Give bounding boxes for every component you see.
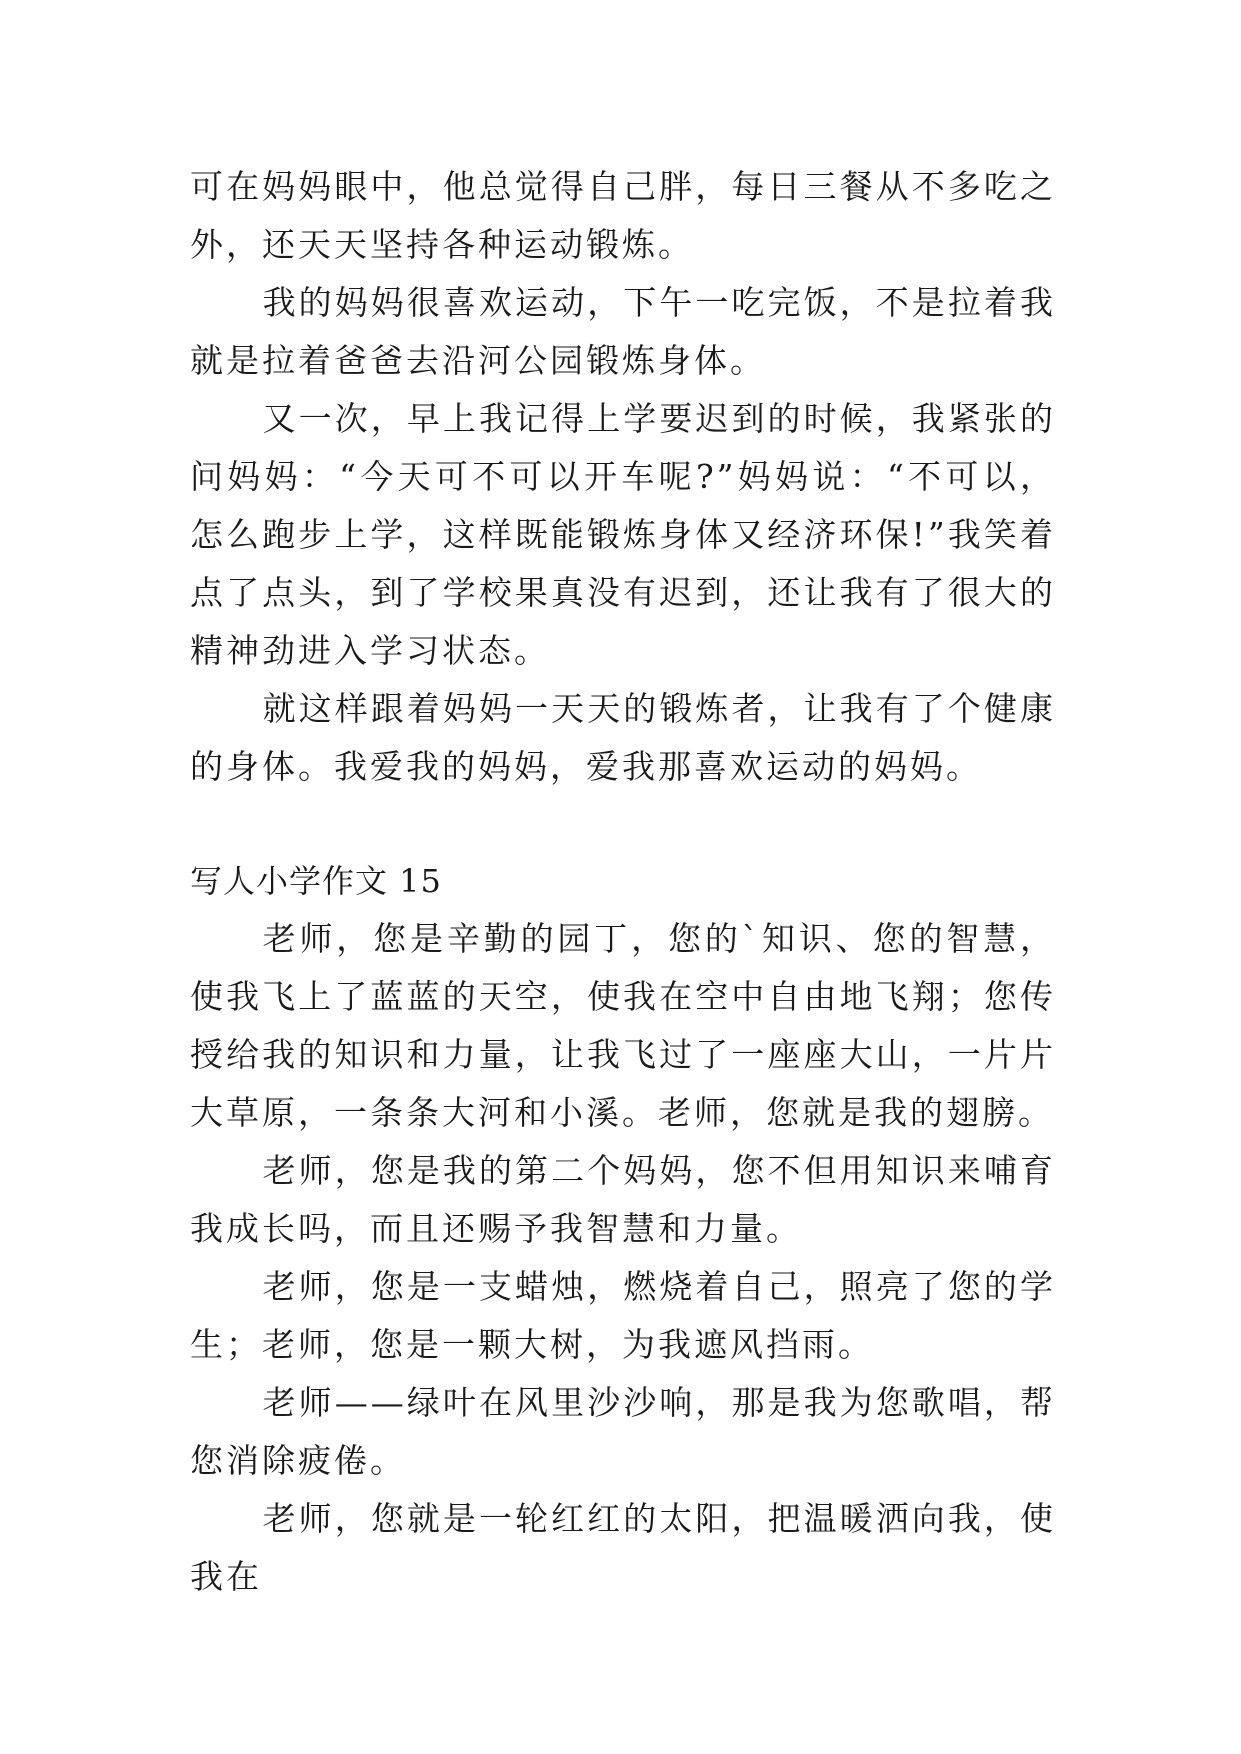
paragraph-5: 老师，您是辛勤的园丁，您的`知识、您的智慧，使我飞上了蓝蓝的天空，使我在空中自由地飞翔；您传授给我的知识和力量，让我飞过了一座座大山，一片片大草原，一条条大河和小溪。老师，您就是我的翅膀。 bbox=[190, 919, 1056, 1132]
document-page bbox=[190, 158, 1056, 1606]
paragraph-1: 可在妈妈眼中，他总觉得自己胖，每日三餐从不多吃之外，还天天坚持各种运动锻炼。 bbox=[190, 167, 1056, 264]
paragraph-8: 老师——绿叶在风里沙沙响，那是我为您歌唱，帮您消除疲倦。 bbox=[190, 1383, 1056, 1480]
paragraph-6: 老师，您是我的第二个妈妈，您不但用知识来哺育我成长吗，而且还赐予我智慧和力量。 bbox=[190, 1151, 1056, 1248]
section-heading: 写人小学作文 15 bbox=[190, 862, 442, 900]
paragraph-4: 就这样跟着妈妈一天天的锻炼者，让我有了个健康的身体。我爱我的妈妈，爱我那喜欢运动的妈妈。 bbox=[190, 689, 1056, 786]
paragraph-3: 又一次，早上我记得上学要迟到的时候，我紧张的问妈妈：“今天可不可以开车呢?”妈妈说：“不可以，怎么跑步上学，这样既能锻炼身体又经济环保!”我笑着点了点头，到了学校果真没有迟到，还让我有了很大的精神劲进入学习状态。 bbox=[190, 399, 1056, 670]
paragraph-2: 我的妈妈很喜欢运动，下午一吃完饭，不是拉着我就是拉着爸爸去沿河公园锻炼身体。 bbox=[190, 283, 1056, 380]
paragraph-7: 老师，您是一支蜡烛，燃烧着自己，照亮了您的学生；老师，您是一颗大树，为我遮风挡雨。 bbox=[190, 1267, 1056, 1364]
paragraph-9: 老师，您就是一轮红红的太阳，把温暖洒向我，使我在 bbox=[190, 1499, 1056, 1596]
